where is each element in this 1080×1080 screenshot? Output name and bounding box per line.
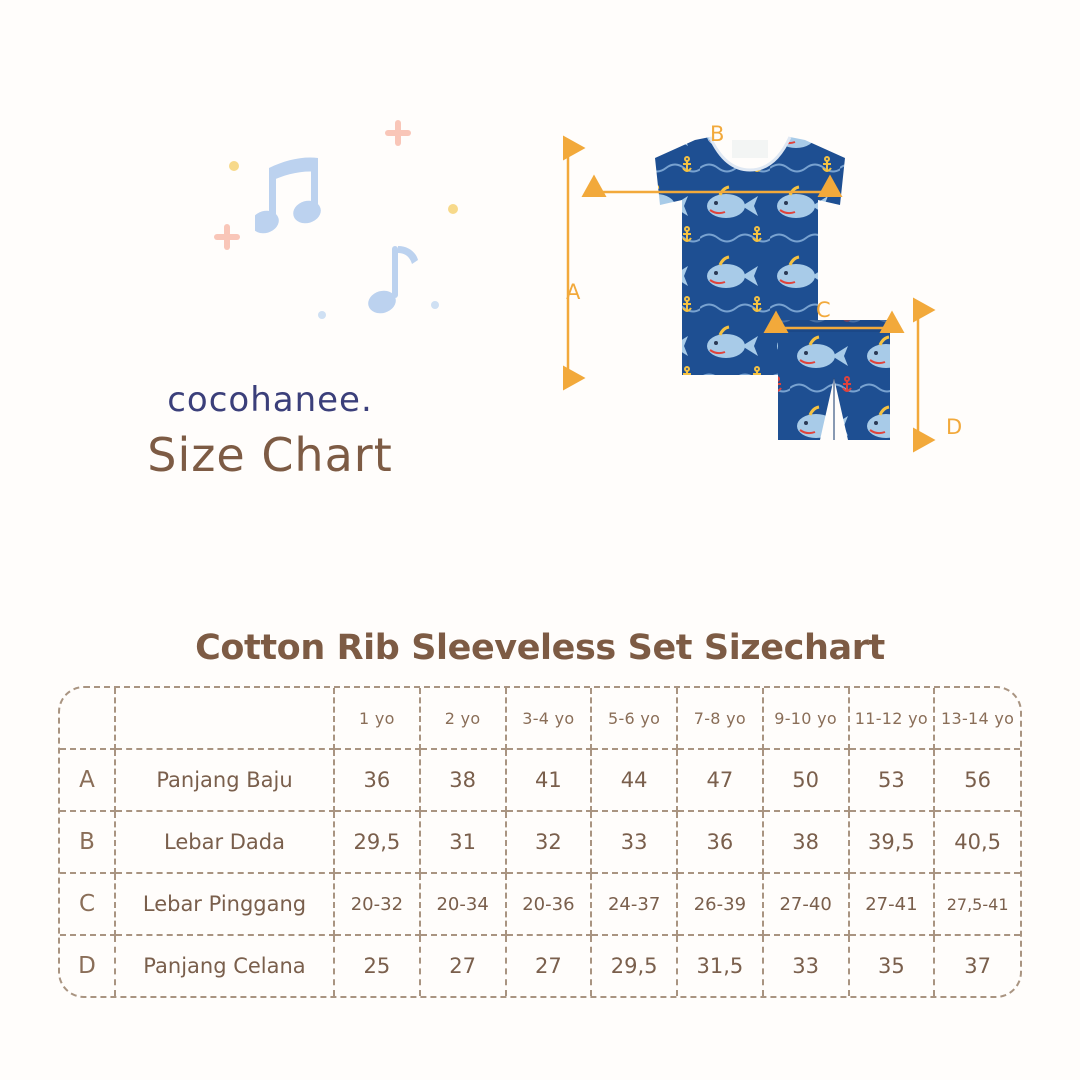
row-name-a: Panjang Baju xyxy=(115,749,334,811)
cell-c-2yo: 20-34 xyxy=(420,873,506,935)
cell-c-13-14yo: 27,5-41 xyxy=(934,873,1020,935)
row-letter-b: B xyxy=(60,811,115,873)
header-size-7-8yo: 7-8 yo xyxy=(677,688,763,749)
shorts-shape xyxy=(778,320,890,440)
cell-b-2yo: 31 xyxy=(420,811,506,873)
cell-a-11-12yo: 53 xyxy=(849,749,935,811)
sizechart-section xyxy=(0,600,1080,1080)
cell-b-11-12yo: 39,5 xyxy=(849,811,935,873)
cell-c-1yo: 20-32 xyxy=(334,873,420,935)
row-name-c: Lebar Pinggang xyxy=(115,873,334,935)
cell-d-5-6yo: 29,5 xyxy=(591,935,677,996)
header-size-2yo: 2 yo xyxy=(420,688,506,749)
header-size-1yo: 1 yo xyxy=(334,688,420,749)
cell-a-7-8yo: 47 xyxy=(677,749,763,811)
measure-label-d: D xyxy=(946,415,963,439)
row-name-d: Panjang Celana xyxy=(115,935,334,996)
brand-name-text: cocohanee xyxy=(167,380,361,420)
header-size-9-10yo: 9-10 yo xyxy=(763,688,849,749)
table-title: Cotton Rib Sleeveless Set Sizechart xyxy=(195,628,885,668)
cell-d-13-14yo: 37 xyxy=(934,935,1020,996)
sizechart-table xyxy=(60,688,1020,996)
brand-block xyxy=(0,120,540,482)
cell-c-11-12yo: 27-41 xyxy=(849,873,935,935)
cell-c-3-4yo: 20-36 xyxy=(506,873,592,935)
garment-illustration xyxy=(560,110,1060,570)
brand-dot: . xyxy=(360,380,373,420)
table-row xyxy=(60,873,1020,935)
table-row xyxy=(60,811,1020,873)
header-size-11-12yo: 11-12 yo xyxy=(849,688,935,749)
header-size-5-6yo: 5-6 yo xyxy=(591,688,677,749)
cell-c-7-8yo: 26-39 xyxy=(677,873,763,935)
sizechart-table-wrapper xyxy=(58,686,1022,998)
row-name-b: Lebar Dada xyxy=(115,811,334,873)
measure-label-b: B xyxy=(710,122,725,146)
cell-b-9-10yo: 38 xyxy=(763,811,849,873)
garment-svg xyxy=(560,110,1060,570)
header-size-3-4yo: 3-4 yo xyxy=(506,688,592,749)
header-letter-col xyxy=(60,688,115,749)
header-name-col xyxy=(115,688,334,749)
cell-b-3-4yo: 32 xyxy=(506,811,592,873)
page-title: Size Chart xyxy=(147,428,393,482)
cell-a-3-4yo: 41 xyxy=(506,749,592,811)
cell-b-5-6yo: 33 xyxy=(591,811,677,873)
cell-d-2yo: 27 xyxy=(420,935,506,996)
table-header-row xyxy=(60,688,1020,749)
cell-b-13-14yo: 40,5 xyxy=(934,811,1020,873)
cell-a-2yo: 38 xyxy=(420,749,506,811)
header-size-13-14yo: 13-14 yo xyxy=(934,688,1020,749)
cell-a-5-6yo: 44 xyxy=(591,749,677,811)
cell-d-9-10yo: 33 xyxy=(763,935,849,996)
cell-b-7-8yo: 36 xyxy=(677,811,763,873)
measure-label-c: C xyxy=(816,298,831,322)
cell-c-9-10yo: 27-40 xyxy=(763,873,849,935)
cell-d-1yo: 25 xyxy=(334,935,420,996)
row-letter-d: D xyxy=(60,935,115,996)
brand-name xyxy=(0,380,540,420)
row-letter-c: C xyxy=(60,873,115,935)
table-row xyxy=(60,749,1020,811)
cell-a-9-10yo: 50 xyxy=(763,749,849,811)
cell-d-11-12yo: 35 xyxy=(849,935,935,996)
table-row xyxy=(60,935,1020,996)
measure-label-a: A xyxy=(566,280,581,304)
cell-d-3-4yo: 27 xyxy=(506,935,592,996)
cell-a-1yo: 36 xyxy=(334,749,420,811)
cell-d-7-8yo: 31,5 xyxy=(677,935,763,996)
cell-a-13-14yo: 56 xyxy=(934,749,1020,811)
cell-c-5-6yo: 24-37 xyxy=(591,873,677,935)
cell-b-1yo: 29,5 xyxy=(334,811,420,873)
row-letter-a: A xyxy=(60,749,115,811)
